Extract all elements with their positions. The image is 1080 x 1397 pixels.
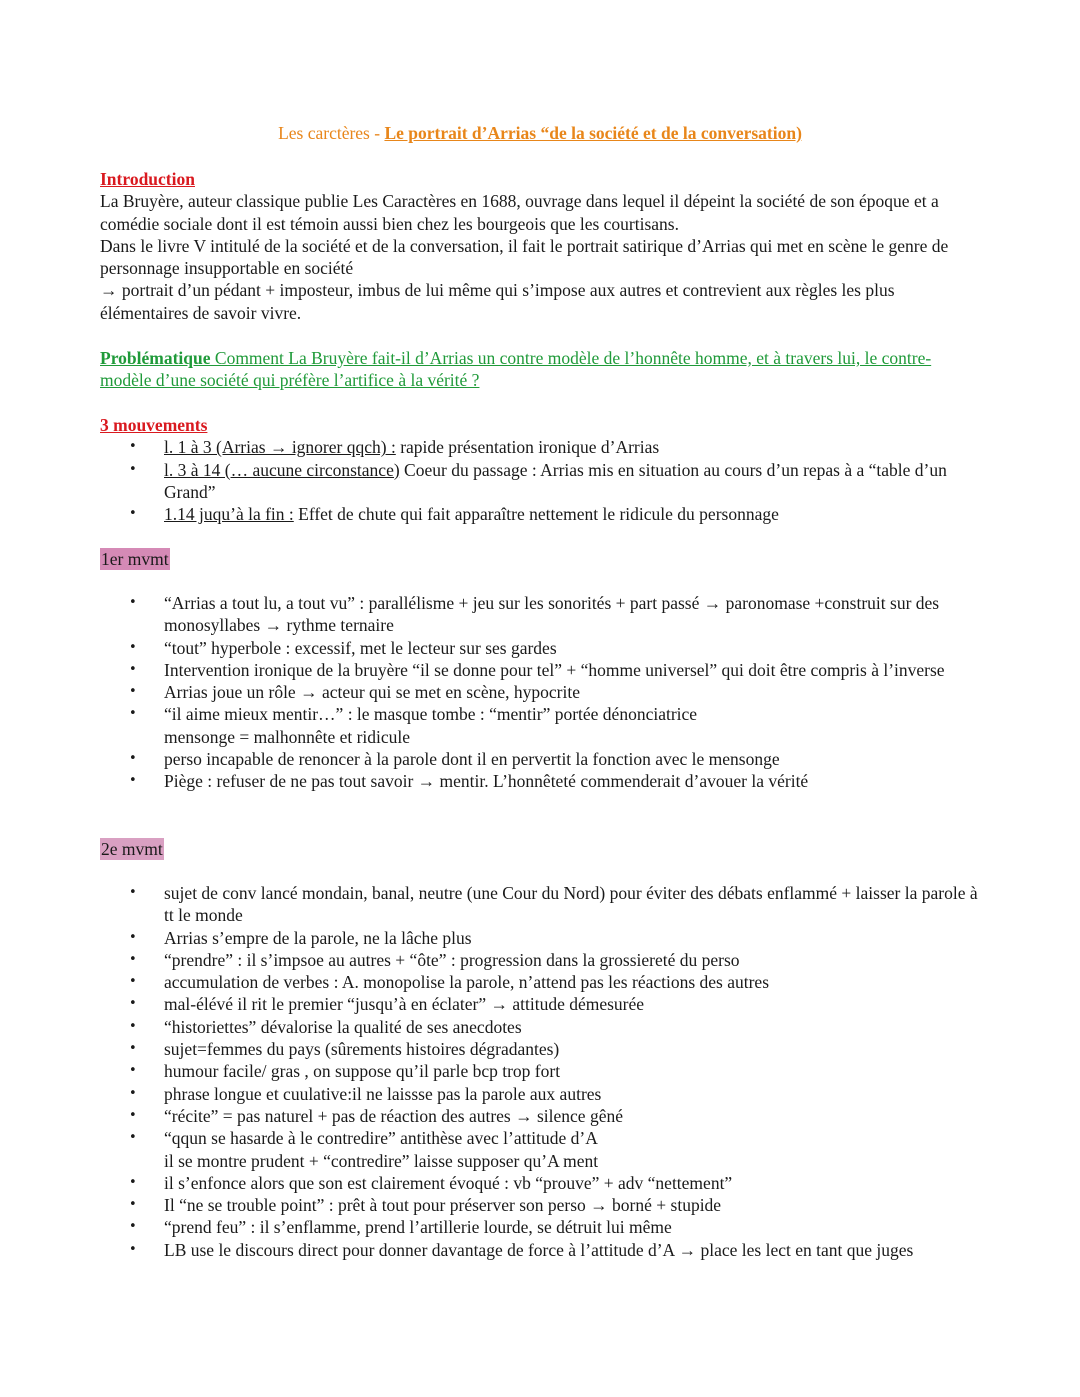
title-prefix: Les carctères -: [278, 123, 385, 143]
list-item: • l. 1 à 3 (Arrias → ignorer qqch) : rapide présentation ironique d’Arrias: [100, 436, 980, 458]
mvmt2-label: 2e mvmt: [101, 839, 163, 859]
intro-paragraph-2: Dans le livre V intitulé de la société et de la conversation, il fait le portrait satirique d’Arrias qui met en scène le genre de personnage insupportable en société: [100, 235, 949, 279]
mvmt2-list: [100, 882, 980, 1150]
mvmt1-list-cont: [100, 748, 980, 793]
problematique-section: [100, 347, 980, 392]
title-main: Le portrait d’Arrias “de la société et de la conversation): [384, 123, 802, 143]
list-item: • phrase longue et cuulative:il ne laissse pas la parole aux autres: [100, 1083, 980, 1105]
mvmt1-label: 1er mvmt: [101, 549, 169, 569]
mouvements-section: [100, 414, 980, 525]
mouvements-list: [100, 436, 980, 525]
introduction-section: [100, 168, 980, 324]
intro-paragraph-1: La Bruyère, auteur classique publie Les Caractères en 1688, ouvrage dans lequel il dépeint la société de son époque et a comédie sociale dont il est témoin aussi bien chez les bourgeois que les courtisans.: [100, 191, 939, 234]
list-item: • Piège : refuser de ne pas tout savoir → mentir. L’honnêteté commenderait d’avouer la vérité: [100, 770, 980, 792]
list-item: • Arrias s’empre de la parole, ne la lâche plus: [100, 927, 980, 949]
mvmt1-list: [100, 592, 980, 726]
list-item: • humour facile/ gras , on suppose qu’il parle bcp trop fort: [100, 1060, 980, 1082]
list-item: • “Arrias a tout lu, a tout vu” : parallélisme + jeu sur les sonorités + part passé → paronomase +construit sur des monosyllabes → rythme ternaire: [100, 592, 980, 637]
mvmt2-label-block: [100, 838, 980, 860]
list-item: • accumulation de verbes : A. monopolise la parole, n’attend pas les réactions des autres: [100, 971, 980, 993]
list-item: • perso incapable de renoncer à la parole dont il en pervertit la fonction avec le mensonge: [100, 748, 980, 770]
mvmt2-continuation: il se montre prudent + “contredire” laisse supposer qu’A ment: [164, 1150, 599, 1171]
list-item: • sujet=femmes du pays (sûrements histoires dégradantes): [100, 1038, 980, 1060]
mvmt2-section: [100, 882, 980, 1261]
list-item: • Arrias joue un rôle → acteur qui se met en scène, hypocrite: [100, 681, 980, 703]
list-item: • sujet de conv lancé mondain, banal, neutre (une Cour du Nord) pour éviter des débats enflammé + laisser la parole à tt le monde: [100, 882, 980, 927]
list-item: • “prend feu” : il s’enflamme, prend l’artillerie lourde, se détruit lui même: [100, 1216, 980, 1238]
list-item: • “il aime mieux mentir…” : le masque tombe : “mentir” portée dénonciatrice: [100, 703, 980, 725]
introduction-heading: Introduction: [100, 169, 195, 189]
mvmt1-label-block: [100, 548, 980, 570]
list-item: • LB use le discours direct pour donner davantage de force à l’attitude d’A → place les lect en tant que juges: [100, 1239, 980, 1261]
problematique-text: Comment La Bruyère fait-il d’Arrias un contre modèle de l’honnête homme, et à travers lui, le contre-modèle d’une société qui préfère l’artifice à la vérité ?: [100, 348, 932, 391]
mvmt2-list-cont: [100, 1172, 980, 1261]
list-item: • “récite” = pas naturel + pas de réaction des autres → silence gêné: [100, 1105, 980, 1127]
list-item: • “historiettes” dévalorise la qualité de ses anecdotes: [100, 1016, 980, 1038]
mouvements-heading: 3 mouvements: [100, 415, 208, 435]
list-item: • 1.14 juqu’à la fin : Effet de chute qui fait apparaître nettement le ridicule du personnage: [100, 503, 980, 525]
list-item: • “qqun se hasarde à le contredire” antithèse avec l’attitude d’A: [100, 1127, 980, 1149]
list-item: • “tout” hyperbole : excessif, met le lecteur sur ses gardes: [100, 637, 980, 659]
list-item: • il s’enfonce alors que son est clairement évoqué : vb “prouve” + adv “nettement”: [100, 1172, 980, 1194]
list-item: • “prendre” : il s’impsoe au autres + “ôte” : progression dans la grossiereté du perso: [100, 949, 980, 971]
list-item: • Intervention ironique de la bruyère “il se donne pour tel” + “homme universel” qui doit être compris à l’inverse: [100, 659, 980, 681]
mvmt1-continuation: mensonge = malhonnête et ridicule: [164, 726, 411, 747]
list-item: • l. 3 à 14 (… aucune circonstance) Coeur du passage : Arrias mis en situation au cours d’un repas à a “table d’un Grand”: [100, 459, 980, 504]
document-title: [0, 122, 1080, 144]
problematique-heading: Problématique: [100, 348, 211, 368]
intro-paragraph-3: → portrait d’un pédant + imposteur, imbus de lui même qui s’impose aux autres et contrevient aux règles les plus élémentaires de savoir vivre.: [100, 280, 895, 323]
mvmt1-section: [100, 592, 980, 793]
list-item: • Il “ne se trouble point” : prêt à tout pour préserver son perso → borné + stupide: [100, 1194, 980, 1216]
list-item: • mal-élévé il rit le premier “jusqu’à en éclater” → attitude démesurée: [100, 993, 980, 1015]
